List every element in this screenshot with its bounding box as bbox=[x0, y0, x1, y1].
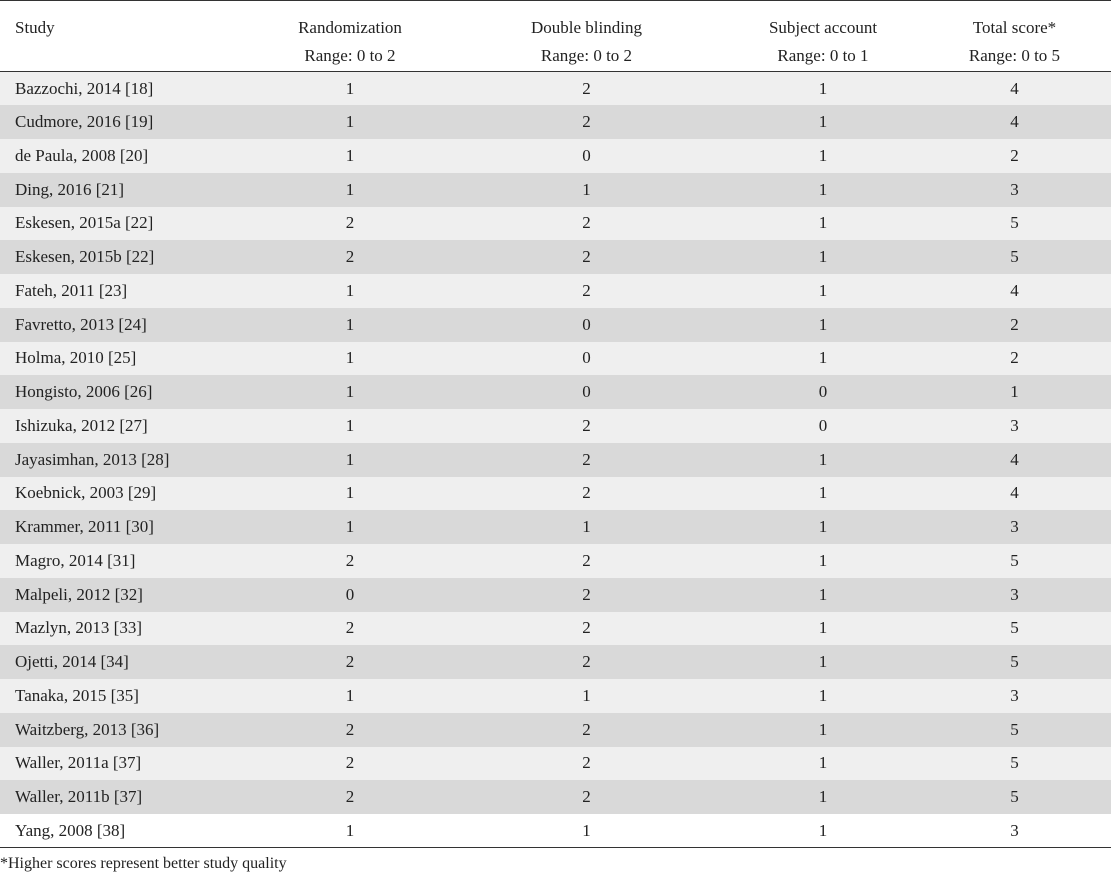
subject-account-cell: 0 bbox=[818, 415, 828, 435]
subject-account-column-header bbox=[728, 1, 918, 72]
randomization-cell: 2 bbox=[345, 719, 355, 739]
table-row bbox=[0, 510, 1111, 544]
subject-account-cell: 0 bbox=[818, 382, 828, 402]
table-row bbox=[0, 679, 1111, 713]
subject-account-cell: 1 bbox=[818, 652, 828, 672]
subject-account-cell: 1 bbox=[818, 348, 828, 368]
double-blinding-cell: 2 bbox=[582, 719, 591, 739]
double-blinding-cell: 2 bbox=[582, 449, 591, 469]
randomization-cell: 1 bbox=[345, 145, 355, 165]
double-blinding-cell: 2 bbox=[582, 78, 591, 98]
study-cell: Malpeli, 2012 [32] bbox=[15, 584, 143, 604]
total-score-cell: 5 bbox=[1010, 550, 1019, 570]
table-row bbox=[0, 814, 1111, 848]
double-blinding-cell: 2 bbox=[582, 550, 591, 570]
subject-account-cell: 1 bbox=[818, 517, 828, 537]
total-score-cell: 2 bbox=[1010, 314, 1019, 334]
subject-account-cell: 1 bbox=[818, 112, 828, 132]
randomization-cell: 1 bbox=[345, 820, 355, 840]
subject-account-cell: 1 bbox=[818, 618, 828, 638]
double-blinding-cell: 2 bbox=[582, 280, 591, 300]
header-range: Range: 0 to 5 bbox=[968, 46, 1061, 65]
total-score-cell: 5 bbox=[1010, 753, 1019, 773]
study-cell: Ding, 2016 [21] bbox=[15, 179, 125, 199]
total-score-cell: 4 bbox=[1010, 483, 1019, 503]
randomization-cell: 1 bbox=[345, 280, 355, 300]
double-blinding-cell: 1 bbox=[582, 179, 591, 199]
study-cell: Waller, 2011b [37] bbox=[15, 787, 143, 807]
total-score-cell: 3 bbox=[1010, 584, 1019, 604]
subject-account-cell: 1 bbox=[818, 719, 828, 739]
study-cell: Eskesen, 2015a [22] bbox=[15, 213, 154, 233]
table-row bbox=[0, 274, 1111, 308]
study-cell: Magro, 2014 [31] bbox=[15, 550, 136, 570]
total-score-cell: 4 bbox=[1010, 112, 1019, 132]
randomization-cell: 1 bbox=[345, 314, 355, 334]
study-cell: Tanaka, 2015 [35] bbox=[15, 685, 139, 705]
total-score-cell: 5 bbox=[1010, 652, 1019, 672]
table-row bbox=[0, 105, 1111, 139]
randomization-cell: 2 bbox=[345, 753, 355, 773]
randomization-cell: 1 bbox=[345, 685, 355, 705]
double-blinding-cell: 2 bbox=[582, 415, 591, 435]
randomization-cell: 2 bbox=[345, 213, 355, 233]
total-score-cell: 5 bbox=[1010, 618, 1019, 638]
study-cell: Waller, 2011a [37] bbox=[15, 753, 142, 773]
study-cell: Hongisto, 2006 [26] bbox=[15, 382, 153, 402]
header-range: Range: 0 to 2 bbox=[540, 46, 633, 65]
table-row bbox=[0, 780, 1111, 814]
study-cell: Ojetti, 2014 [34] bbox=[15, 652, 129, 672]
total-score-cell: 3 bbox=[1010, 820, 1019, 840]
randomization-cell: 1 bbox=[345, 112, 355, 132]
total-score-cell: 5 bbox=[1010, 787, 1019, 807]
table-footnote: *Higher scores represent better study quality bbox=[0, 855, 287, 872]
double-blinding-cell: 2 bbox=[582, 112, 591, 132]
double-blinding-cell: 0 bbox=[582, 382, 591, 402]
double-blinding-cell: 2 bbox=[582, 652, 591, 672]
subject-account-cell: 1 bbox=[818, 213, 828, 233]
study-cell: Ishizuka, 2012 [27] bbox=[15, 415, 148, 435]
double-blinding-cell: 2 bbox=[582, 584, 591, 604]
table-row bbox=[0, 477, 1111, 511]
randomization-cell: 1 bbox=[345, 517, 355, 537]
subject-account-cell: 1 bbox=[818, 685, 828, 705]
subject-account-cell: 1 bbox=[818, 584, 828, 604]
double-blinding-cell: 2 bbox=[582, 213, 591, 233]
subject-account-cell: 1 bbox=[818, 550, 828, 570]
total-score-cell: 1 bbox=[1010, 382, 1019, 402]
table-row bbox=[0, 240, 1111, 274]
study-cell: Yang, 2008 [38] bbox=[15, 820, 126, 840]
randomization-column-header bbox=[255, 1, 445, 72]
randomization-cell: 1 bbox=[345, 449, 355, 469]
subject-account-cell: 1 bbox=[818, 820, 828, 840]
header-title: Total score* bbox=[972, 18, 1057, 37]
study-cell: Holma, 2010 [25] bbox=[15, 348, 137, 368]
double-blinding-cell: 1 bbox=[582, 517, 591, 537]
table-row bbox=[0, 139, 1111, 173]
subject-account-cell: 1 bbox=[818, 314, 828, 334]
randomization-cell: 1 bbox=[345, 179, 355, 199]
study-cell: Bazzochi, 2014 [18] bbox=[15, 78, 154, 98]
randomization-cell: 1 bbox=[345, 483, 355, 503]
header-row bbox=[0, 1, 1111, 72]
double-blinding-cell: 1 bbox=[582, 820, 591, 840]
subject-account-cell: 1 bbox=[818, 483, 828, 503]
table-row bbox=[0, 173, 1111, 207]
total-score-cell: 5 bbox=[1010, 719, 1019, 739]
double-blinding-cell: 2 bbox=[582, 483, 591, 503]
randomization-cell: 2 bbox=[345, 550, 355, 570]
total-score-column-header bbox=[918, 1, 1111, 72]
randomization-cell: 1 bbox=[345, 415, 355, 435]
subject-account-cell: 1 bbox=[818, 753, 828, 773]
table-row bbox=[0, 342, 1111, 376]
table-row bbox=[0, 645, 1111, 679]
study-column-header bbox=[0, 1, 255, 72]
subject-account-cell: 1 bbox=[818, 78, 828, 98]
table-row bbox=[0, 747, 1111, 781]
double-blinding-column-header bbox=[445, 1, 728, 72]
total-score-cell: 4 bbox=[1010, 78, 1019, 98]
double-blinding-cell: 0 bbox=[582, 348, 591, 368]
double-blinding-cell: 2 bbox=[582, 753, 591, 773]
study-cell: Mazlyn, 2013 [33] bbox=[15, 618, 143, 638]
double-blinding-cell: 0 bbox=[582, 145, 591, 165]
header-title: Subject account bbox=[768, 18, 878, 37]
table-row bbox=[0, 544, 1111, 578]
double-blinding-cell: 1 bbox=[582, 685, 591, 705]
table-row bbox=[0, 409, 1111, 443]
study-cell: Favretto, 2013 [24] bbox=[15, 314, 147, 334]
header-title: Randomization bbox=[298, 18, 402, 37]
table-row bbox=[0, 207, 1111, 241]
study-cell: Koebnick, 2003 [29] bbox=[15, 483, 157, 503]
subject-account-cell: 1 bbox=[818, 787, 828, 807]
table-row bbox=[0, 713, 1111, 747]
total-score-cell: 5 bbox=[1010, 213, 1019, 233]
total-score-cell: 2 bbox=[1010, 145, 1019, 165]
subject-account-cell: 1 bbox=[818, 145, 828, 165]
subject-account-cell: 1 bbox=[818, 179, 828, 199]
total-score-cell: 2 bbox=[1010, 348, 1019, 368]
total-score-cell: 3 bbox=[1010, 517, 1019, 537]
header-title: Study bbox=[15, 18, 55, 37]
randomization-cell: 0 bbox=[345, 584, 355, 604]
randomization-cell: 1 bbox=[345, 78, 355, 98]
double-blinding-cell: 2 bbox=[582, 247, 591, 267]
randomization-cell: 2 bbox=[345, 652, 355, 672]
table-row bbox=[0, 375, 1111, 409]
subject-account-cell: 1 bbox=[818, 280, 828, 300]
table-row bbox=[0, 612, 1111, 646]
double-blinding-cell: 2 bbox=[582, 787, 591, 807]
study-cell: Eskesen, 2015b [22] bbox=[15, 247, 155, 267]
table-body bbox=[0, 72, 1111, 848]
double-blinding-cell: 0 bbox=[582, 314, 591, 334]
total-score-cell: 3 bbox=[1010, 685, 1019, 705]
randomization-cell: 2 bbox=[345, 247, 355, 267]
study-cell: Cudmore, 2016 [19] bbox=[15, 112, 154, 132]
table-row bbox=[0, 308, 1111, 342]
subject-account-cell: 1 bbox=[818, 247, 828, 267]
study-cell: Waitzberg, 2013 [36] bbox=[15, 719, 160, 739]
header-title: Double blinding bbox=[531, 18, 642, 37]
total-score-cell: 4 bbox=[1010, 449, 1019, 469]
header-range: Range: 0 to 1 bbox=[777, 46, 869, 65]
total-score-cell: 4 bbox=[1010, 280, 1019, 300]
table-header bbox=[0, 1, 1111, 72]
randomization-cell: 2 bbox=[345, 787, 355, 807]
total-score-cell: 3 bbox=[1010, 415, 1019, 435]
subject-account-cell: 1 bbox=[818, 449, 828, 469]
study-cell: Jayasimhan, 2013 [28] bbox=[15, 449, 170, 469]
total-score-cell: 5 bbox=[1010, 247, 1019, 267]
total-score-cell: 3 bbox=[1010, 179, 1019, 199]
randomization-cell: 1 bbox=[345, 348, 355, 368]
double-blinding-cell: 2 bbox=[582, 618, 591, 638]
table-row bbox=[0, 72, 1111, 106]
randomization-cell: 1 bbox=[345, 382, 355, 402]
table-row bbox=[0, 443, 1111, 477]
table-row bbox=[0, 578, 1111, 612]
header-range: Range: 0 to 2 bbox=[304, 46, 396, 65]
randomization-cell: 2 bbox=[345, 618, 355, 638]
study-cell: Fateh, 2011 [23] bbox=[15, 280, 128, 300]
study-cell: de Paula, 2008 [20] bbox=[15, 145, 149, 165]
study-cell: Krammer, 2011 [30] bbox=[15, 517, 154, 537]
